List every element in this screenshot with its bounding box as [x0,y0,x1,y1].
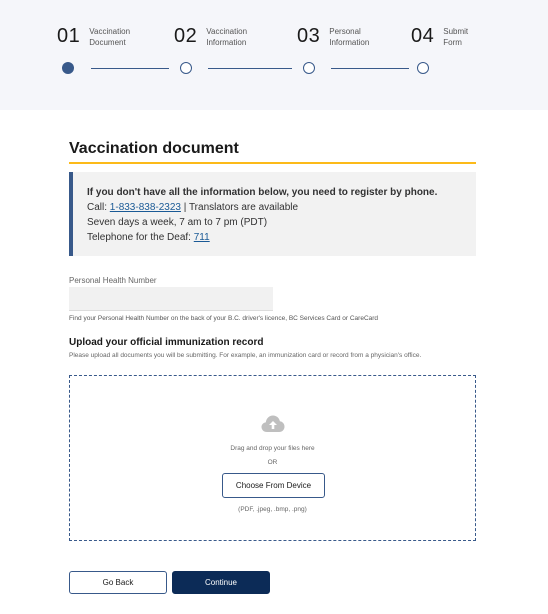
step-3-indicator [303,62,315,74]
step-1 [57,24,130,48]
continue-button[interactable]: Continue [172,571,270,594]
step-4 [411,24,468,48]
step-label: Vaccination Information [206,27,248,47]
step-number: 02 [174,25,198,47]
callout-deaf-line: Telephone for the Deaf: 711 [87,232,210,243]
step-number: 03 [297,25,321,47]
upload-title: Upload your official immunization record [69,337,264,348]
callout-heading: If you don't have all the information below, you need to register by phone. [87,187,438,198]
step-2 [174,24,247,48]
step-connector [91,68,169,69]
progress-stepper [0,0,548,110]
step-label: Personal Information [329,27,370,47]
file-dropzone[interactable] [69,375,476,541]
step-2-indicator [180,62,192,74]
page-title: Vaccination document [69,140,476,164]
choose-from-device-button[interactable]: Choose From Device [222,473,325,498]
callout-call-line: Call: 1-833-838-2323 | Translators are available [87,202,299,213]
phn-hint: Find your Personal Health Number on the back of your B.C. driver's licence, BC Services Card or CareCard [69,315,379,322]
step-number: 04 [411,25,435,47]
step-connector [331,68,409,69]
phone-link[interactable]: 1-833-838-2323 [109,202,181,213]
step-1-indicator [62,62,74,74]
step-connector [208,68,292,69]
go-back-button[interactable]: Go Back [69,571,167,594]
phn-input[interactable] [69,287,273,311]
cloud-upload-icon [261,414,285,434]
step-number: 01 [57,25,81,47]
or-text: OR [267,459,278,466]
deaf-phone-link[interactable]: 711 [193,232,210,243]
callout-hours: Seven days a week, 7 am to 7 pm (PDT) [87,217,268,228]
upload-description: Please upload all documents you will be submitting. For example, an immunization card or record from a physician's office. [69,352,422,359]
step-4-indicator [417,62,429,74]
step-label: Submit Form [443,27,469,47]
phn-label: Personal Health Number [69,276,157,285]
page-header [69,140,476,164]
step-label: Vaccination Document [89,27,131,47]
phone-registration-callout [69,172,476,256]
accepted-formats: (PDF, .jpeg, .bmp, .png) [238,506,307,513]
drag-drop-text: Drag and drop your files here [230,445,315,452]
step-3 [297,24,369,48]
